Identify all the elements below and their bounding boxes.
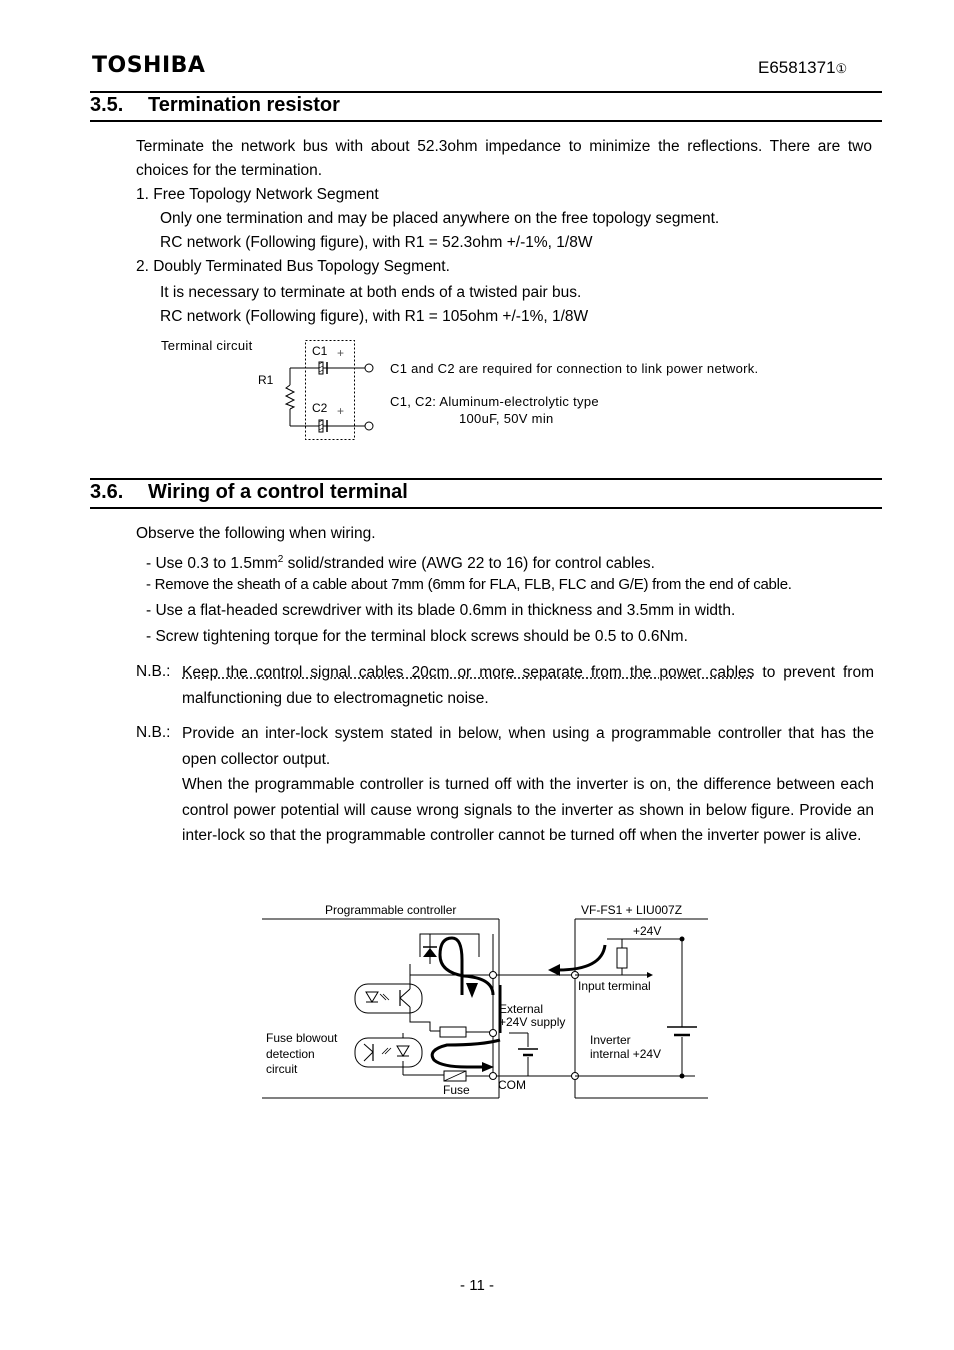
inverter-label: VF-FS1 + LIU007Z — [581, 903, 683, 917]
wiring-bullet-4: - Screw tightening torque for the terminal block screws should be 0.5 to 0.6Nm. — [146, 628, 688, 645]
current-arrow-right-icon — [482, 1062, 494, 1072]
node-plc-signal — [490, 972, 497, 979]
list-item-1-line1: Only one termination and may be placed anywhere on the free topology segment. — [160, 210, 720, 227]
document-number — [758, 58, 847, 78]
c2-plus-label: + — [337, 404, 345, 418]
r1-resistor-symbol — [286, 385, 294, 409]
section-title: Termination resistor — [148, 94, 340, 116]
fuse-label: Fuse — [443, 1083, 470, 1097]
section-rule-top — [90, 91, 882, 93]
list-item-2-line1: It is necessary to terminate at both ends of a twisted pair bus. — [160, 284, 582, 301]
termination-note-1: C1 and C2 are required for connection to link power network. — [390, 361, 759, 376]
section-number: 3.5. — [90, 94, 124, 116]
dotted-enclosure — [306, 341, 355, 440]
list-item-2-title: 2. Doubly Terminated Bus Topology Segment. — [136, 258, 450, 275]
list-item-2-line2: RC network (Following figure), with R1 = 105ohm +/-1%, 1/8W — [160, 308, 589, 325]
termination-note-3: 100uF, 50V min — [459, 411, 554, 426]
termination-note-2: C1, C2: Aluminum-electrolytic type — [390, 394, 599, 409]
inv-input-arrow-icon — [647, 972, 653, 978]
c1-plus-label: + — [337, 346, 345, 360]
terminal-top — [365, 364, 373, 372]
wiring-bullet-1 — [146, 548, 655, 576]
optocoupler-2-icon — [355, 1038, 422, 1067]
wiring-bullet-2: - Remove the sheath of a cable about 7mm (6mm for FLA, FLB, FLC and G/E) from the end of cable. — [146, 576, 792, 593]
toshiba-logo: TOSHIBA — [92, 53, 206, 78]
section-heading-3-5 — [90, 94, 340, 117]
inv-pullup-resistor-icon — [617, 948, 627, 968]
wiring-intro: Observe the following when wiring. — [136, 525, 376, 542]
input-terminal-label: Input terminal — [578, 979, 651, 993]
bullet-1-pre: - Use 0.3 to 1.5mm — [146, 555, 278, 573]
current-path-return — [432, 1040, 500, 1067]
current-path-inverter — [558, 945, 605, 970]
nb-label-2: N.B.: — [136, 724, 171, 741]
doc-revision-symbol: ① — [835, 61, 848, 76]
interlock-wiring-diagram — [262, 900, 712, 1102]
page-number: - 11 - — [460, 1277, 494, 1294]
com-label: COM — [498, 1078, 526, 1092]
plc-label: Programmable controller — [325, 903, 457, 917]
nb-note-2-para-2: When the programmable controller is turned off with the inverter is on, the difference between each control power potential will cause wrong signals to the inverter as shown in below figure. Provide an inter-lock so that the programmable controller cannot be turned off when the inverter power is alive. — [182, 776, 874, 844]
terminal-circuit-diagram — [270, 335, 390, 447]
inverter-internal-label-1: Inverter — [590, 1033, 631, 1047]
section-heading-3-6 — [90, 481, 408, 504]
current-arrow-left-icon — [548, 964, 560, 976]
c1-label: C1 — [312, 344, 328, 358]
optocoupler-1-icon — [355, 984, 422, 1013]
node-plc-com — [490, 1073, 497, 1080]
nb-note-1 — [182, 660, 874, 711]
list-item-1-title: 1. Free Topology Network Segment — [136, 186, 379, 203]
wiring-bullet-3: - Use a flat-headed screwdriver with its blade 0.6mm in thickness and 3.5mm in width. — [146, 602, 736, 619]
section-rule-bottom — [90, 120, 882, 122]
bullet-1-post: solid/stranded wire (AWG 22 to 16) for control cables. — [283, 555, 655, 573]
nb-label-1: N.B.: — [136, 663, 171, 680]
inv-com-node — [680, 1074, 685, 1079]
current-path-loop — [440, 938, 493, 995]
external-supply-label-1: External — [499, 1002, 544, 1016]
section-title: Wiring of a control terminal — [148, 481, 408, 503]
doc-number-text: E6581371 — [758, 58, 836, 77]
terminal-circuit-caption: Terminal circuit — [161, 338, 253, 353]
nb-note-1-emphasis: Keep the control signal cables 20cm or more separate from the power cables — [182, 664, 755, 681]
termination-intro: Terminate the network bus with about 52.3ohm impedance to minimize the reflections. There are two choices for the termination. — [136, 138, 872, 179]
list-item-1-line2: RC network (Following figure), with R1 = 52.3ohm +/-1%, 1/8W — [160, 234, 593, 251]
terminal-bottom — [365, 422, 373, 430]
c2-label: C2 — [312, 401, 328, 415]
nb-note-2-para-1: Provide an inter-lock system stated in below, when using a programmable controller that has the open collector output. — [182, 725, 874, 768]
external-supply-label-2: +24V supply — [499, 1015, 566, 1029]
fuse-blowout-label-1: Fuse blowout — [266, 1031, 338, 1045]
fuse-blowout-label-3: circuit — [266, 1062, 298, 1076]
inverter-internal-label-2: internal +24V — [590, 1047, 662, 1061]
plus24-label: +24V — [633, 924, 662, 938]
fuse-blowout-label-2: detection — [266, 1047, 315, 1061]
nb-note-1-rest: to prevent from malfunctioning due to electromagnetic noise. — [182, 664, 874, 707]
bullet-1-superscript: 2 — [277, 554, 284, 565]
node-plc-plus24 — [490, 1030, 497, 1037]
plc-resistor-icon — [440, 1027, 466, 1037]
current-arrow-down-icon — [466, 983, 478, 998]
section-rule-bottom-3-6 — [90, 507, 882, 509]
diode-icon — [423, 948, 437, 957]
r1-label: R1 — [258, 373, 274, 387]
section-number: 3.6. — [90, 481, 124, 503]
section-rule-top-3-6 — [90, 478, 882, 480]
